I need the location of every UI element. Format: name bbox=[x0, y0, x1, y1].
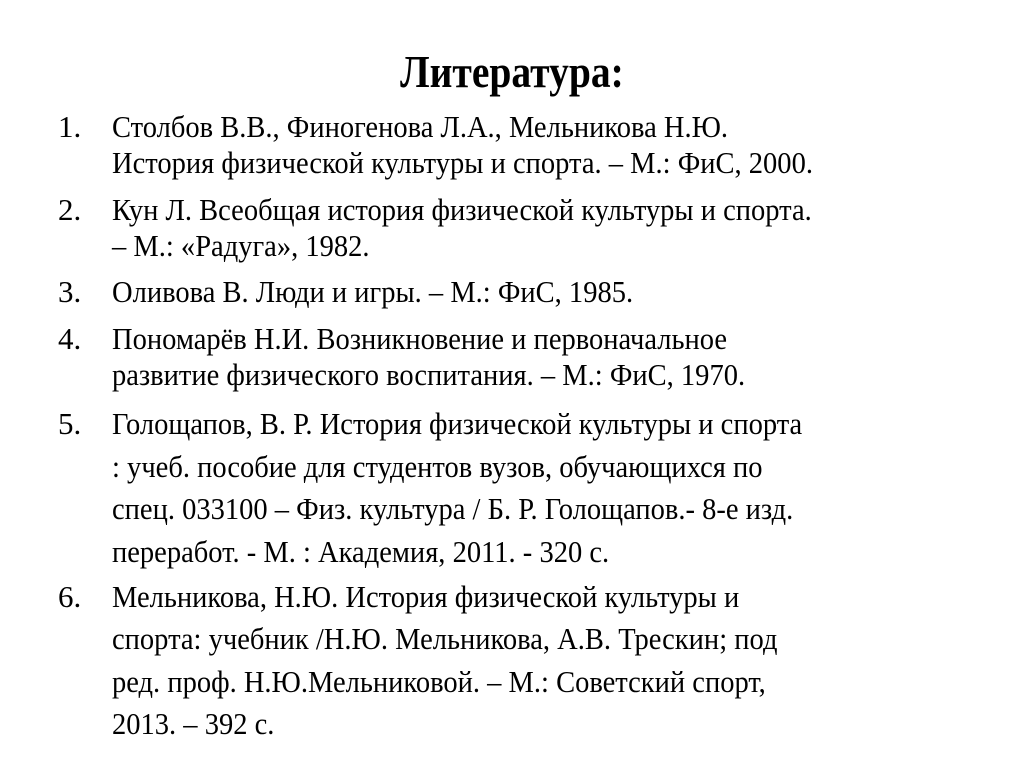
item-text-line: развитие физического воспитания. – М.: ФиС, 1970. bbox=[112, 357, 746, 392]
item-text-line: спец. 033100 – Физ. культура / Б. Р. Голощапов.- 8-е изд. bbox=[112, 491, 794, 526]
item-text-line: ред. проф. Н.Ю.Мельниковой. – М.: Советский спорт, bbox=[112, 664, 766, 699]
item-text-line: Столбов В.В., Финогенова Л.А., Мельникова Н.Ю. bbox=[112, 109, 729, 144]
item-text-line: 2013. – 392 с. bbox=[112, 706, 275, 741]
item-number: 6. bbox=[58, 579, 82, 614]
item-text-line: Оливова В. Люди и игры. – М.: ФиС, 1985. bbox=[112, 274, 634, 309]
item-number: 2. bbox=[58, 192, 82, 227]
item-number: 1. bbox=[58, 109, 82, 144]
item-text-line: : учеб. пособие для студентов вузов, обучающихся по bbox=[112, 449, 763, 484]
item-number: 4. bbox=[58, 321, 82, 356]
item-text-line: Пономарёв Н.И. Возникновение и первоначальное bbox=[112, 321, 728, 356]
item-number: 5. bbox=[58, 406, 82, 441]
item-text-line: История физической культуры и спорта. – М.: ФиС, 2000. bbox=[112, 145, 813, 180]
item-text-line: спорта: учебник /Н.Ю. Мельникова, А.В. Трескин; под bbox=[112, 621, 778, 656]
item-text-line: – М.: «Радуга», 1982. bbox=[112, 228, 370, 263]
item-text-line: Голощапов, В. Р. История физической культуры и спорта bbox=[112, 406, 803, 441]
item-text-line: Кун Л. Всеобщая история физической культуры и спорта. bbox=[112, 192, 812, 227]
slide-title: Литература: bbox=[400, 46, 624, 97]
item-text-line: Мельникова, Н.Ю. История физической культуры и bbox=[112, 579, 740, 614]
item-text-line: переработ. - М. : Академия, 2011. - 320 с. bbox=[112, 534, 610, 569]
item-number: 3. bbox=[58, 274, 82, 309]
